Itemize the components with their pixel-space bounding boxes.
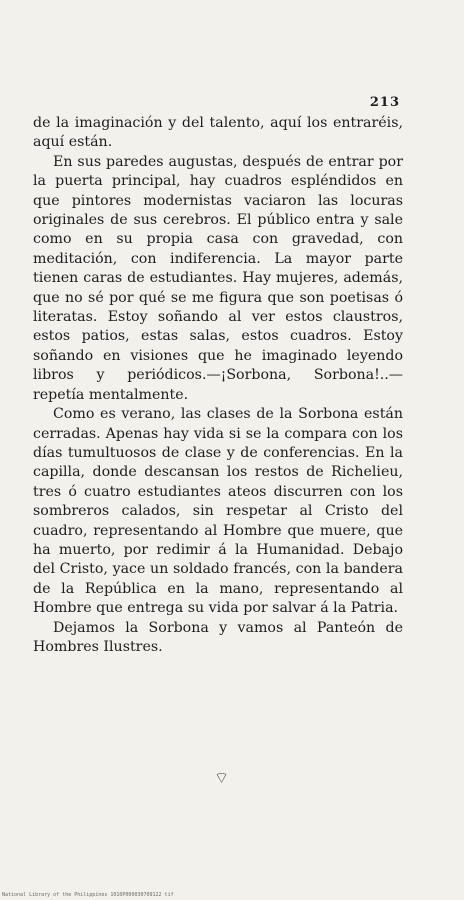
- scan-footer: National Library of the Philippines 1010P000030709122 tif: [2, 892, 174, 898]
- paragraph: En sus paredes augustas, después de entrar por la puerta principal, hay cuadros espléndidos en que pintores modernistas vaciaron las locuras originales de sus cerebros. El público entra y sale como en su propia casa con gravedad, con meditación, con indiferencia. La mayor parte tienen caras de estudiantes. Hay mujeres, además, que no sé por qué se me figura que son poetisas ó literatas. Estoy soñando al ver estos claustros, estos patios, estas salas, estos cuadros. Estoy soñando en visiones que he imaginado leyendo libros y periódicos.—¡Sorbona, Sorbona!..— repetía mentalmente.: [33, 153, 403, 403]
- paragraph: Dejamos la Sorbona y vamos al Panteón de Hombres Ilustres.: [33, 619, 403, 655]
- paragraph-continuation: de la imaginación y del talento, aquí los entraréis, aquí están.: [33, 115, 403, 151]
- page-number: 213: [369, 95, 400, 110]
- end-ornament-icon: ⌔: [214, 768, 230, 787]
- body-text: [33, 114, 403, 657]
- paragraph: Como es verano, las clases de la Sorbona están cerradas. Apenas hay vida si se la compara con los días tumultuosos de clase y de conferencias. En la capilla, donde descansan los restos de Richelieu, tres ó cuatro estudiantes ateos discurren con los sombreros calados, sin respetar al Cristo del cuadro, representando al Hombre que muere, que ha muerto, por redimir á la Humanidad. Debajo del Cristo, yace un soldado francés, con la bandera de la República en la mano, representando al Hombre que entrega su vida por salvar á la Patria.: [33, 406, 403, 617]
